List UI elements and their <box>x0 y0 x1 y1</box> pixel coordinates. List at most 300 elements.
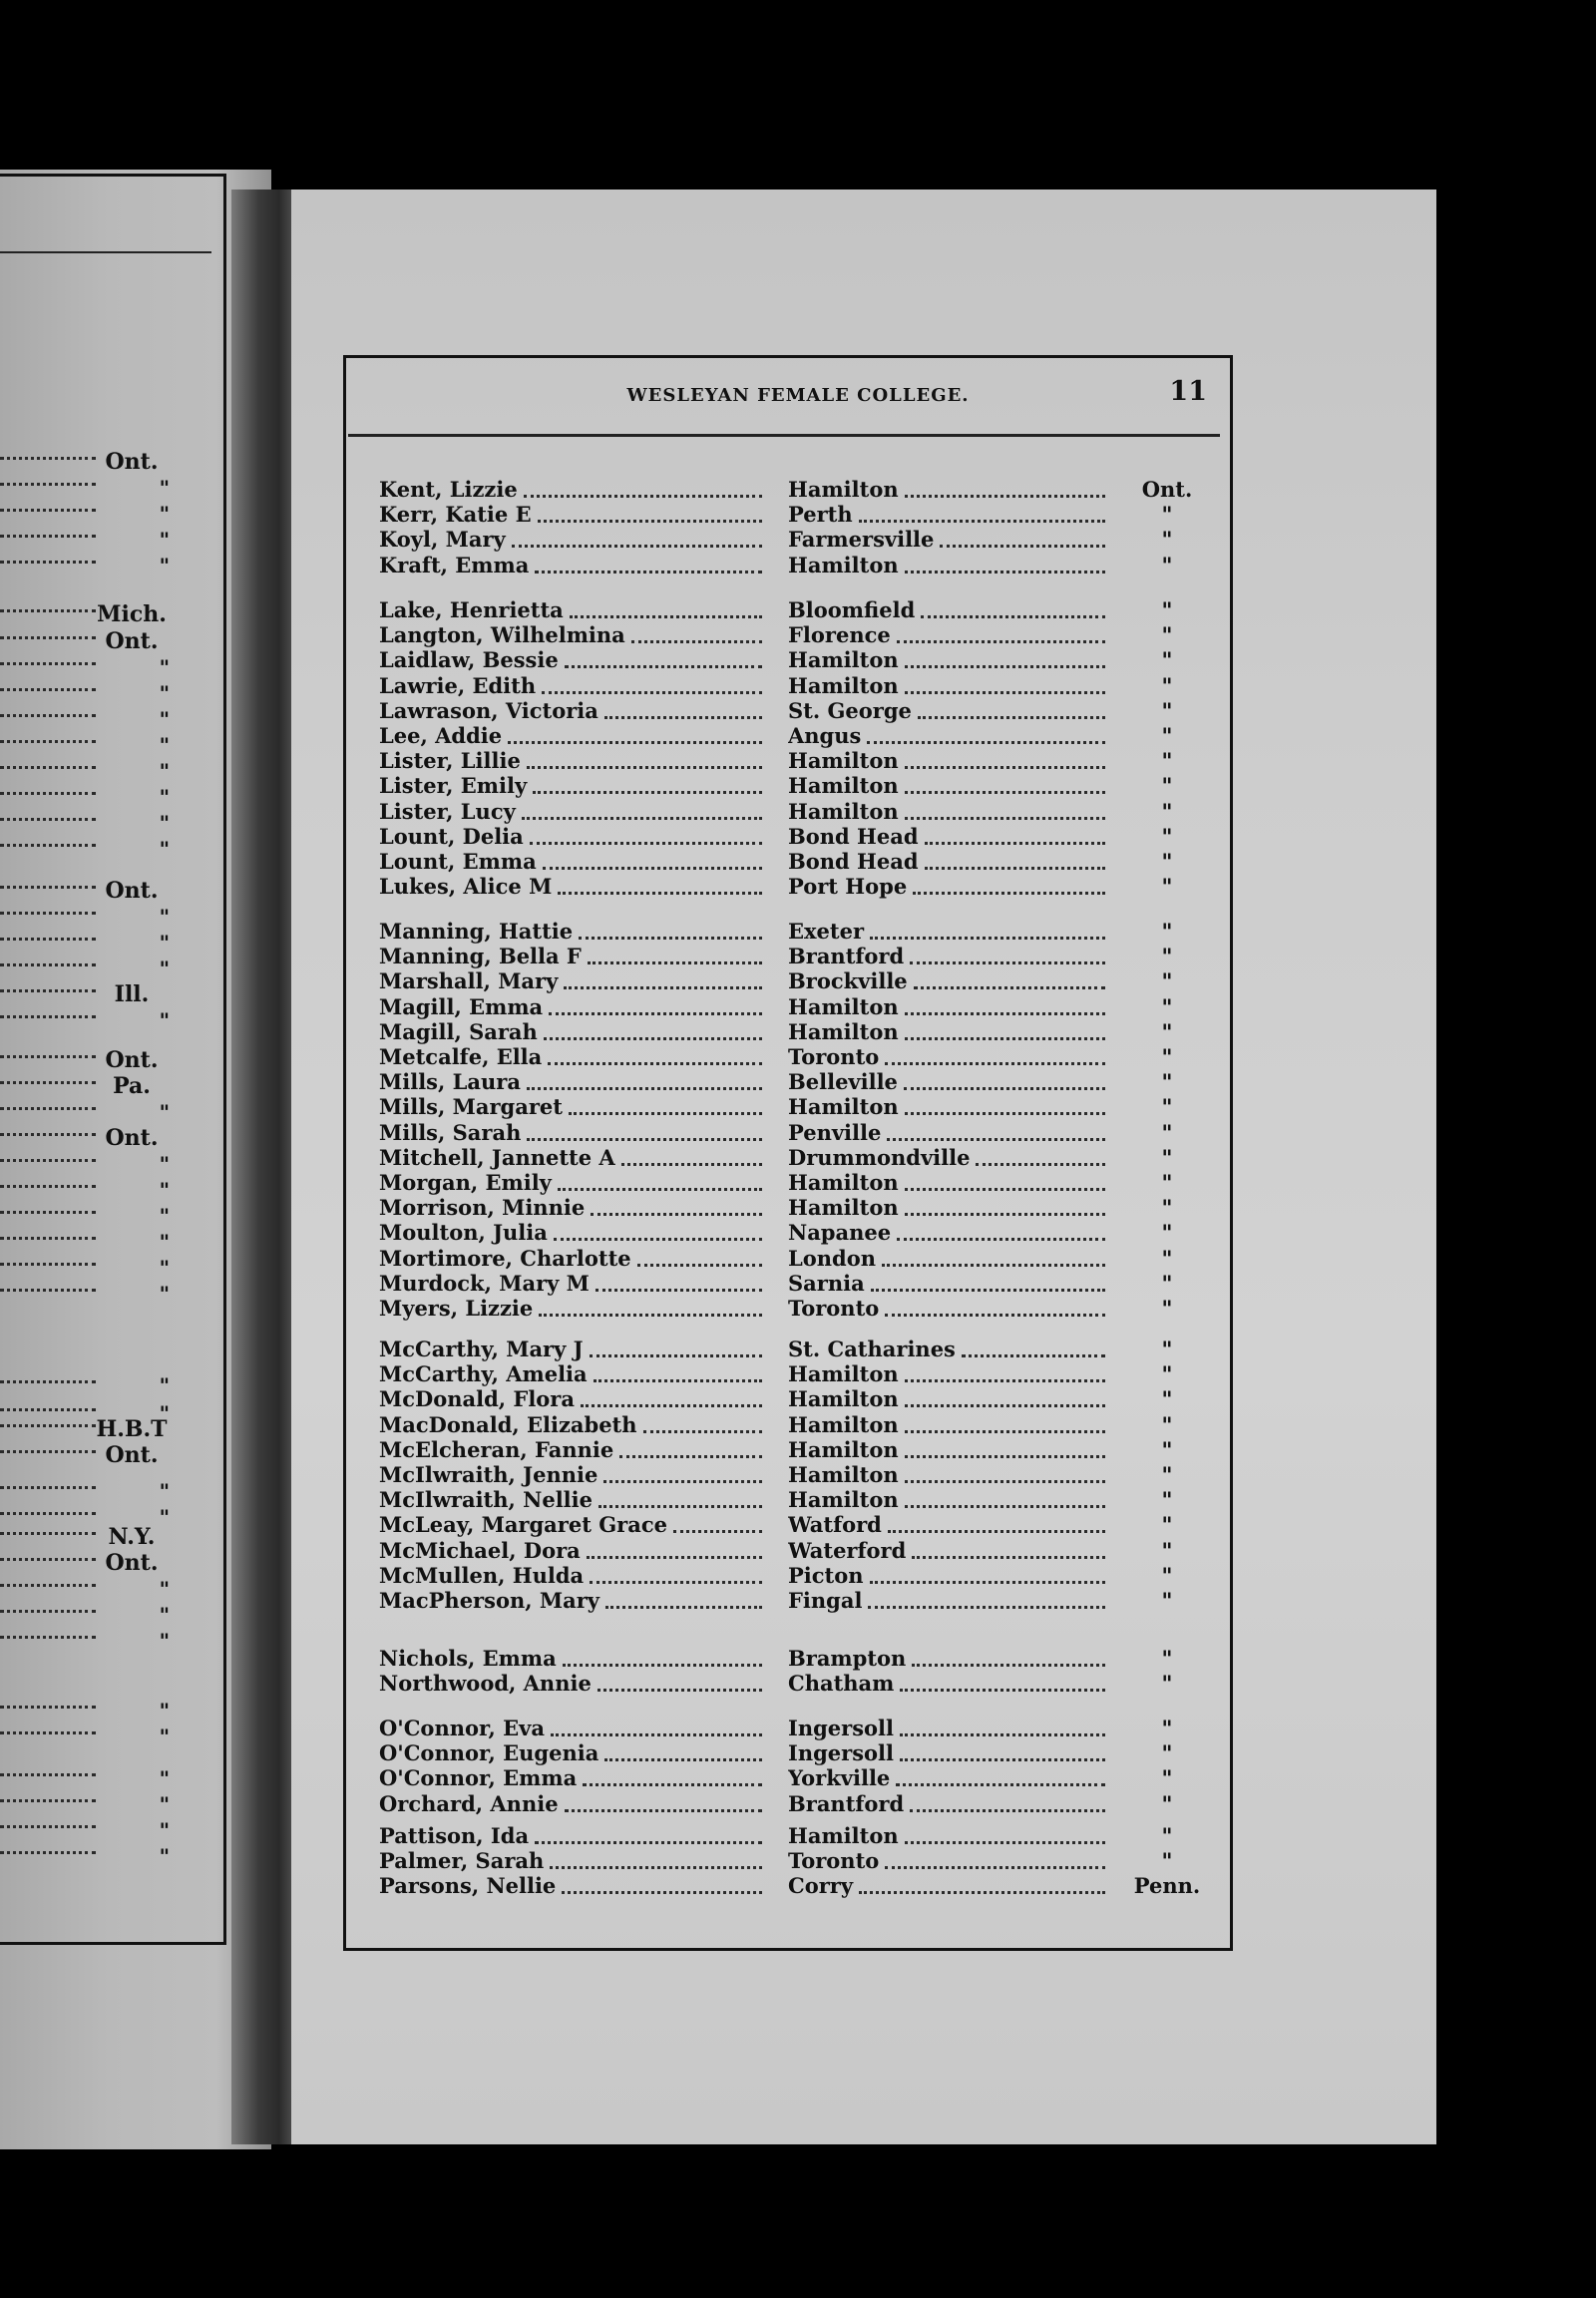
dot-leader <box>0 1799 96 1802</box>
student-town: Exeter <box>788 919 1109 944</box>
student-town: Toronto <box>788 1848 1109 1873</box>
dot-leader <box>0 688 96 691</box>
list-item <box>379 1246 1217 1271</box>
student-province: Ont. <box>1141 477 1193 502</box>
previous-page-province: " <box>159 837 170 861</box>
list-item <box>379 673 1217 698</box>
previous-page-row <box>0 904 180 930</box>
student-town: Hamilton <box>788 553 1109 577</box>
previous-page-province: " <box>159 1152 170 1176</box>
student-province: " <box>1161 798 1173 824</box>
student-name: McMullen, Hulda <box>379 1563 768 1588</box>
dot-leader <box>0 912 96 915</box>
previous-page-row <box>0 1843 180 1869</box>
dot-leader <box>0 1450 96 1453</box>
previous-page-province: N.Y. <box>108 1524 156 1550</box>
dot-leader <box>0 1159 96 1162</box>
dot-leader <box>0 561 96 564</box>
student-name: Kerr, Katie E <box>379 502 768 527</box>
previous-page-province: " <box>159 1178 170 1202</box>
student-province: " <box>1161 527 1173 553</box>
list-item <box>379 1220 1217 1245</box>
previous-page-province: " <box>159 1204 170 1228</box>
dot-leader <box>0 1185 96 1188</box>
list-item <box>379 1337 1217 1361</box>
dot-leader <box>0 1731 96 1734</box>
student-name: McMichael, Dora <box>379 1538 768 1563</box>
list-item <box>379 1386 1217 1411</box>
dot-leader <box>0 662 96 665</box>
dot-leader <box>0 1584 96 1587</box>
student-province: " <box>1161 1740 1173 1766</box>
student-name: MacPherson, Mary <box>379 1588 768 1613</box>
student-town: Belleville <box>788 1069 1109 1094</box>
previous-page-province: " <box>159 1256 170 1280</box>
student-name: Northwood, Annie <box>379 1671 768 1696</box>
student-name: Langton, Wilhelmina <box>379 622 768 647</box>
student-town: Penville <box>788 1120 1109 1145</box>
student-name: Kent, Lizzie <box>379 477 768 502</box>
student-town: Brantford <box>788 944 1109 968</box>
student-name: Marshall, Mary <box>379 968 768 993</box>
list-item <box>379 527 1217 552</box>
dot-leader <box>0 766 96 769</box>
dot-leader <box>0 1408 96 1411</box>
list-item <box>379 1195 1217 1220</box>
student-name: Magill, Emma <box>379 994 768 1019</box>
previous-page-row <box>0 1255 180 1281</box>
previous-page-row <box>0 784 180 810</box>
student-name: Lister, Emily <box>379 773 768 798</box>
student-name: Kraft, Emma <box>379 553 768 577</box>
student-province: " <box>1161 552 1173 577</box>
list-item <box>379 723 1217 748</box>
student-name: McLeay, Margaret Grace <box>379 1512 768 1537</box>
list-item <box>379 1361 1217 1386</box>
student-town: Florence <box>788 622 1109 647</box>
list-item <box>379 1512 1217 1537</box>
student-name: Metcalfe, Ella <box>379 1044 768 1069</box>
student-province: " <box>1161 1562 1173 1588</box>
student-town: Drummondville <box>788 1145 1109 1170</box>
student-town: Napanee <box>788 1220 1109 1245</box>
dot-leader <box>0 1486 96 1489</box>
student-town: Toronto <box>788 1296 1109 1321</box>
student-province: " <box>1161 1790 1173 1816</box>
list-item <box>379 1437 1217 1462</box>
previous-page-row <box>0 1791 180 1817</box>
student-province: " <box>1161 1119 1173 1145</box>
student-province: " <box>1161 1361 1173 1387</box>
list-item <box>379 698 1217 723</box>
student-province: " <box>1161 1220 1173 1246</box>
list-item <box>379 748 1217 773</box>
previous-page-province: " <box>159 957 170 980</box>
student-name: Magill, Sarah <box>379 1019 768 1044</box>
student-town: Hamilton <box>788 647 1109 672</box>
list-item <box>379 1120 1217 1145</box>
student-name: Pattison, Ida <box>379 1823 768 1848</box>
student-town: Hamilton <box>788 1437 1109 1462</box>
student-province: " <box>1161 622 1173 648</box>
student-province: " <box>1161 1044 1173 1069</box>
student-name: Lake, Henrietta <box>379 597 768 622</box>
student-town: Yorkville <box>788 1765 1109 1790</box>
student-province: " <box>1161 672 1173 698</box>
student-town: Farmersville <box>788 527 1109 552</box>
dot-leader <box>0 1380 96 1383</box>
previous-page-province: " <box>159 1724 170 1748</box>
list-item <box>379 824 1217 849</box>
student-town: Hamilton <box>788 1170 1109 1195</box>
dot-leader <box>0 457 96 460</box>
student-name: McCarthy, Amelia <box>379 1361 768 1386</box>
student-town: Hamilton <box>788 1195 1109 1220</box>
student-province: " <box>1161 1537 1173 1563</box>
student-province: " <box>1161 1512 1173 1538</box>
dot-leader <box>0 636 96 639</box>
previous-page-row <box>0 1007 180 1033</box>
student-province: " <box>1161 1245 1173 1271</box>
previous-page-province: " <box>159 1792 170 1816</box>
student-town: Hamilton <box>788 1019 1109 1044</box>
previous-page-province: Ont. <box>105 878 159 904</box>
student-name: Lee, Addie <box>379 723 768 748</box>
list-item <box>379 622 1217 647</box>
previous-page-province: Ont. <box>105 449 159 475</box>
previous-page-row <box>0 501 180 527</box>
previous-page-province: " <box>159 1479 170 1503</box>
student-name: Mills, Sarah <box>379 1120 768 1145</box>
student-name: Manning, Bella F <box>379 944 768 968</box>
previous-page-row <box>0 654 180 680</box>
student-town: Hamilton <box>788 1361 1109 1386</box>
list-item <box>379 1646 1217 1671</box>
dot-leader <box>0 1081 96 1084</box>
student-town: Angus <box>788 723 1109 748</box>
student-name: MacDonald, Elizabeth <box>379 1412 768 1437</box>
student-name: Moulton, Julia <box>379 1220 768 1245</box>
dot-leader <box>0 1773 96 1776</box>
list-item <box>379 1170 1217 1195</box>
dot-leader <box>0 1512 96 1515</box>
list-item <box>379 1044 1217 1069</box>
previous-page-row <box>0 1151 180 1177</box>
previous-page-row <box>0 1229 180 1255</box>
previous-page-row <box>0 1099 180 1125</box>
student-name: Lawrason, Victoria <box>379 698 768 723</box>
student-town: Brockville <box>788 968 1109 993</box>
dot-leader <box>0 483 96 486</box>
student-town: Waterford <box>788 1538 1109 1563</box>
list-item <box>379 944 1217 968</box>
student-town: St. George <box>788 698 1109 723</box>
student-province: " <box>1161 849 1173 874</box>
previous-page-province: " <box>159 811 170 835</box>
previous-page-row <box>0 956 180 981</box>
student-name: McIlwraith, Nellie <box>379 1487 768 1512</box>
list-item <box>379 1019 1217 1044</box>
student-province: " <box>1161 773 1173 799</box>
list-item <box>379 502 1217 527</box>
student-name: Orchard, Annie <box>379 1791 768 1816</box>
previous-page-province: " <box>159 1844 170 1868</box>
student-province: " <box>1161 1487 1173 1513</box>
list-item <box>379 1716 1217 1740</box>
previous-page-row <box>0 1550 180 1576</box>
student-province: " <box>1161 1671 1173 1697</box>
student-name: McDonald, Flora <box>379 1386 768 1411</box>
list-item <box>379 1671 1217 1696</box>
previous-page-province: " <box>159 1401 170 1425</box>
dot-leader <box>0 1133 96 1136</box>
student-name: Mills, Margaret <box>379 1094 768 1119</box>
list-item <box>379 1412 1217 1437</box>
previous-page-row <box>0 1177 180 1203</box>
dot-leader <box>0 1636 96 1639</box>
previous-page-row <box>0 1576 180 1602</box>
student-province: " <box>1161 1296 1173 1321</box>
dot-leader <box>0 1532 96 1535</box>
student-name: O'Connor, Emma <box>379 1765 768 1790</box>
student-province: " <box>1161 502 1173 528</box>
page-number: 11 <box>1169 376 1207 407</box>
previous-page-province: " <box>159 1603 170 1627</box>
student-province: " <box>1161 597 1173 622</box>
student-name: Morrison, Minnie <box>379 1195 768 1220</box>
student-name: Nichols, Emma <box>379 1646 768 1671</box>
previous-page-row <box>0 1765 180 1791</box>
list-item <box>379 1271 1217 1296</box>
previous-page-province: " <box>159 1373 170 1397</box>
previous-page-row <box>0 706 180 732</box>
previous-page-row <box>0 475 180 501</box>
list-item <box>379 1791 1217 1816</box>
book-gutter <box>231 190 299 2144</box>
student-province: Penn. <box>1133 1873 1201 1899</box>
list-item <box>379 1487 1217 1512</box>
student-province: " <box>1161 1716 1173 1740</box>
student-province: " <box>1161 1069 1173 1095</box>
list-item <box>379 874 1217 899</box>
student-name: Mortimore, Charlotte <box>379 1246 768 1271</box>
student-town: Hamilton <box>788 477 1109 502</box>
previous-page-row <box>0 1281 180 1307</box>
previous-page-row <box>0 553 180 578</box>
previous-page-province: " <box>159 1505 170 1529</box>
previous-page-row <box>0 1817 180 1843</box>
student-town: Bond Head <box>788 824 1109 849</box>
previous-page-row <box>0 1628 180 1654</box>
running-head: WESLEYAN FEMALE COLLEGE. <box>626 385 970 406</box>
previous-page-row <box>0 732 180 758</box>
dot-leader <box>0 1706 96 1709</box>
previous-page-province: " <box>159 528 170 552</box>
previous-page-province: Pa. <box>113 1073 151 1099</box>
student-name: Laidlaw, Bessie <box>379 647 768 672</box>
previous-page-province: " <box>159 905 170 929</box>
dot-leader <box>0 792 96 795</box>
student-town: Hamilton <box>788 1412 1109 1437</box>
previous-page-province: " <box>159 707 170 731</box>
student-province: " <box>1161 1195 1173 1221</box>
previous-page-province: " <box>159 931 170 955</box>
dot-leader <box>0 1211 96 1214</box>
previous-page-province: " <box>159 1282 170 1306</box>
student-province: " <box>1161 1337 1173 1361</box>
previous-page-row <box>0 1478 180 1504</box>
student-name: Palmer, Sarah <box>379 1848 768 1873</box>
student-name: Myers, Lizzie <box>379 1296 768 1321</box>
previous-page-row <box>0 1203 180 1229</box>
student-town: Bloomfield <box>788 597 1109 622</box>
previous-page-province: " <box>159 476 170 500</box>
student-town: Brantford <box>788 1791 1109 1816</box>
student-name: O'Connor, Eugenia <box>379 1740 768 1765</box>
student-town: Toronto <box>788 1044 1109 1069</box>
previous-page-province: " <box>159 1766 170 1790</box>
dot-leader <box>0 1107 96 1110</box>
previous-page-row <box>0 1524 180 1550</box>
dot-leader <box>0 1263 96 1266</box>
list-item <box>379 849 1217 874</box>
student-town: Ingersoll <box>788 1740 1109 1765</box>
dot-leader <box>0 989 96 992</box>
student-name: McCarthy, Mary J <box>379 1337 768 1361</box>
list-item <box>379 919 1217 944</box>
dot-leader <box>0 609 96 612</box>
previous-page-province: " <box>159 1629 170 1653</box>
previous-page-province: " <box>159 1100 170 1124</box>
dot-leader <box>0 1289 96 1292</box>
dot-leader <box>0 963 96 966</box>
student-province: " <box>1161 1386 1173 1412</box>
student-province: " <box>1161 1823 1173 1848</box>
previous-page-province: Ont. <box>105 1442 159 1468</box>
previous-page-province: " <box>159 1008 170 1032</box>
student-town: Picton <box>788 1563 1109 1588</box>
previous-page-row <box>0 1047 180 1073</box>
student-name: Manning, Hattie <box>379 919 768 944</box>
student-province: " <box>1161 968 1173 994</box>
previous-page-province: " <box>159 681 170 705</box>
previous-page-row <box>0 758 180 784</box>
dot-leader <box>0 1851 96 1854</box>
list-item <box>379 1588 1217 1613</box>
dot-leader <box>0 1015 96 1018</box>
previous-page-row <box>0 628 180 654</box>
dot-leader <box>0 509 96 512</box>
student-town: Fingal <box>788 1588 1109 1613</box>
dot-leader <box>0 886 96 889</box>
previous-page-row <box>0 601 180 627</box>
student-name: Koyl, Mary <box>379 527 768 552</box>
student-province: " <box>1161 1646 1173 1671</box>
student-name: Lukes, Alice M <box>379 874 768 899</box>
previous-page-row <box>0 1698 180 1724</box>
student-town: Hamilton <box>788 673 1109 698</box>
student-town: Port Hope <box>788 874 1109 899</box>
student-town: Hamilton <box>788 773 1109 798</box>
previous-page-province: " <box>159 1699 170 1723</box>
previous-page-row <box>0 1602 180 1628</box>
student-province: " <box>1161 697 1173 723</box>
previous-page-province-column <box>0 0 180 2298</box>
student-province: " <box>1161 748 1173 774</box>
list-item <box>379 477 1217 502</box>
list-item <box>379 1145 1217 1170</box>
previous-page-row <box>0 1125 180 1151</box>
previous-page-row <box>0 930 180 956</box>
dot-leader <box>0 1558 96 1561</box>
student-name: Parsons, Nellie <box>379 1873 768 1898</box>
student-province: " <box>1161 1436 1173 1462</box>
student-name: Lister, Lucy <box>379 799 768 824</box>
list-item <box>379 1462 1217 1487</box>
dot-leader <box>0 1825 96 1828</box>
student-province: " <box>1161 1765 1173 1791</box>
previous-page-row <box>0 1372 180 1398</box>
list-item <box>379 647 1217 672</box>
dot-leader <box>0 938 96 941</box>
student-town: Hamilton <box>788 1386 1109 1411</box>
student-name: Murdock, Mary M <box>379 1271 768 1296</box>
student-name: Lount, Emma <box>379 849 768 874</box>
student-town: Watford <box>788 1512 1109 1537</box>
student-province: " <box>1161 944 1173 969</box>
student-province: " <box>1161 723 1173 748</box>
dot-leader <box>0 1055 96 1058</box>
previous-page-row <box>0 1442 180 1468</box>
previous-page-province: " <box>159 1577 170 1601</box>
student-province: " <box>1161 874 1173 900</box>
student-name: Morgan, Emily <box>379 1170 768 1195</box>
previous-page-province: " <box>159 759 170 783</box>
previous-page-province: " <box>159 1230 170 1254</box>
student-province: " <box>1161 647 1173 673</box>
previous-page-row <box>0 449 180 475</box>
student-name: McIlwraith, Jennie <box>379 1462 768 1487</box>
header-rule <box>348 434 1220 437</box>
student-town: London <box>788 1246 1109 1271</box>
dot-leader <box>0 1424 96 1427</box>
previous-page-province: Ont. <box>105 1047 159 1073</box>
student-province: " <box>1161 1018 1173 1044</box>
list-item <box>379 1069 1217 1094</box>
dot-leader <box>0 844 96 847</box>
list-item <box>379 1765 1217 1790</box>
student-town: Hamilton <box>788 1462 1109 1487</box>
student-province: " <box>1161 919 1173 944</box>
list-item <box>379 773 1217 798</box>
student-town: Ingersoll <box>788 1716 1109 1740</box>
student-town: Hamilton <box>788 994 1109 1019</box>
student-province: " <box>1161 823 1173 849</box>
list-item <box>379 1538 1217 1563</box>
previous-page-row <box>0 981 180 1007</box>
previous-page-province: Ill. <box>114 981 150 1007</box>
dot-leader <box>0 1610 96 1613</box>
previous-page-row <box>0 836 180 862</box>
student-town: Chatham <box>788 1671 1109 1696</box>
previous-page-province: " <box>159 554 170 577</box>
dot-leader <box>0 818 96 821</box>
student-name: Lister, Lillie <box>379 748 768 773</box>
student-town: St. Catharines <box>788 1337 1109 1361</box>
student-town: Hamilton <box>788 1094 1109 1119</box>
student-name: Mitchell, Jannette A <box>379 1145 768 1170</box>
student-town: Bond Head <box>788 849 1109 874</box>
